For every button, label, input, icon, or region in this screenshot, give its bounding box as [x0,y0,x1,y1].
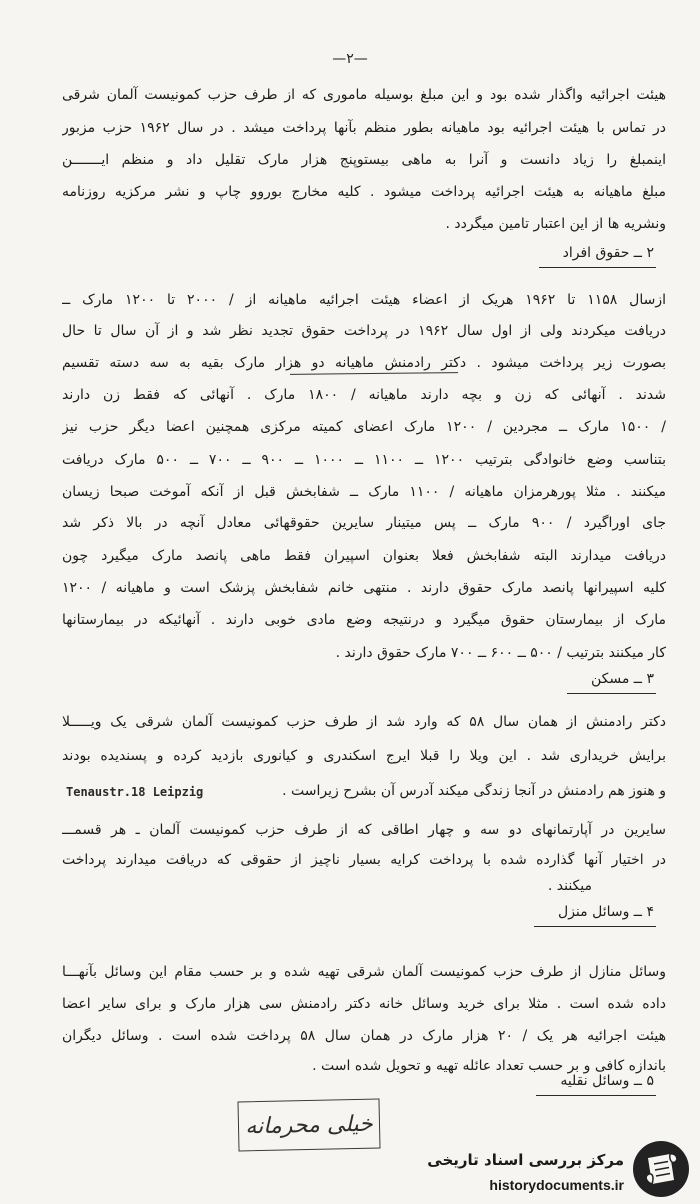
text-line: ونشریه ها از این اعتبار تامین میگردد . [445,216,666,232]
text-line: ازسال ۱۱۵۸ تا ۱۹۶۲ هریک از اعضاء هیئت اجرائیه ماهیانه از / ۲۰۰۰ تا ۱۲۰۰ مارک ــ [62,292,666,308]
section-heading: ۵ ــ وسائل نقلیه [536,1070,656,1096]
text-line: بتناسب وضع خانوادگی بترتیب ۱۲۰۰ ــ ۱۱۰۰ ــ ۱۰۰۰ ــ ۹۰۰ ــ ۷۰۰ ــ ۵۰۰ مارک دریافت [62,452,666,468]
text-line: و هنوز هم رادمنش در آنجا زندگی میکند آدرس آن بشرح زیراست . [282,783,666,799]
text-line: کلیه اسپیرانها پانصد مارک حقوق دارند . منتهی خانم شفابخش پزشک است و ماهیانه / ۱۲۰۰ [62,580,666,596]
page-number: —۲— [332,51,368,67]
text-line: / ۱۵۰۰ مارک ــ مجردین / ۱۲۰۰ مارک اعضای کمیته مرکزی همچنین اعضا دیگر حزب نیز [62,419,666,435]
text-line: اینمبلغ را زیاد دانست و آنرا به ماهی بیستوپنج هزار مارک تقلیل داد و منظم ایـــــــن [62,152,666,168]
text-line: میکنند . [547,878,592,894]
text-line: در تماس با هیئت اجرائیه بود ماهیانه بطور منظم بآنها پرداخت میشد . در سال ۱۹۶۲ حزب مزبور [62,120,666,136]
text-line: در اختیار آنها گذارده شده با پرداخت کرایه بسیار ناچیز از حقوقی که دریافت میدارند پرداخت [62,852,666,868]
text-line: برایش خریداری شد . این ویلا را قبلا ایرج اسکندری و کیانوری بازدید کرده و پسندیده بودند [62,748,666,764]
text-line: شدند . آنهائی که زن و بچه دارند ماهیانه / ۱۸۰۰ مارک . آنهائی که فقط زن دارند [62,387,666,403]
text-line: هیئت اجرائیه واگذار شده بود و این مبلغ بوسیله ماموری که از طرف حزب کمونیست آلمان شرقی [62,87,666,103]
text-line: هیئت اجرائیه هر یک / ۲۰ هزار مارک در همان سال ۵۸ پرداخت شده است . وسائل دیگران [62,1028,666,1044]
text-line: میکنند . مثلا پورهرمزان ماهیانه / ۱۱۰۰ مارک ــ شفابخش قبل از آنکه آموخت صبحا زیسان [62,484,666,500]
text-line: باندازه کافی و بر حسب تعداد عائله تهیه و تحویل شده است . [312,1058,666,1074]
text-line: وسائل منازل از طرف حزب کمونیست آلمان شرقی تهیه شده و بر حسب مقام این وسائل بآنهـــا [62,964,666,980]
section-heading: ۲ ــ حقوق افراد [539,242,656,268]
text-line: دریافت میدارند البته شفابخش فعلا بعنوان اسپیران فقط ماهی پانصد مارک میگیرد چون [62,548,666,564]
document-scroll-icon [632,1140,690,1198]
address-text: Tenaustr.18 Leipzig [66,785,204,799]
text-line: جای اوراگیرد / ۹۰۰ مارک ــ پس میتینار سایرین حقوقهائی معادل آنچه در بالا ذکر شد [62,515,666,531]
text-line: کار میکنند بترتیب / ۵۰۰ ــ ۶۰۰ ــ ۷۰۰ مارک حقوق دارند . [335,645,666,661]
confidential-stamp [237,1099,380,1152]
text-line: دریافت میکردند ولی از اول سال ۱۹۶۲ در پرداخت حقوق تجدید نظر شد و از آن سال تا حال [62,323,666,339]
text-line: دکتر رادمنش از همان سال ۵۸ که وارد شد از طرف حزب کمونیست آلمان شرقی یک ویـــــلا [62,714,666,730]
section-heading: ۴ ــ وسائل منزل [534,901,656,927]
text-line: مارک از بیمارستان حقوق میگیرد و درنتیجه وضع مادی خوبی دارند . آنهائیکه در بیمارستانها [62,612,666,628]
text-line: سایرین در آپارتمانهای دو سه و چهار اطاقی که از طرف حزب کمونیست آلمان ـ هر قسمـــ [62,822,666,838]
stamp-text: خیلی محرمانه [245,1111,373,1139]
text-line: مبلغ ماهیانه به هیئت اجرائیه پرداخت میشود . کلیه مخارج بوروو چاپ و نشر مرکزیه روزنامه [62,184,666,200]
watermark-name: مرکز بررسی اسناد تاریخی [427,1151,624,1169]
text-line: بصورت زیر پرداخت میشود . دکتر رادمنش ماهیانه دو هزار مارک بقیه به سه دسته تقسیم [62,355,666,371]
watermark-url: historydocuments.ir [489,1177,624,1193]
text-line: داده شده است . مثلا برای خرید وسائل خانه دکتر رادمنش سی هزار مارک و برای سایر اعضا [62,996,666,1012]
section-heading: ۳ ــ مسکن [567,668,656,694]
